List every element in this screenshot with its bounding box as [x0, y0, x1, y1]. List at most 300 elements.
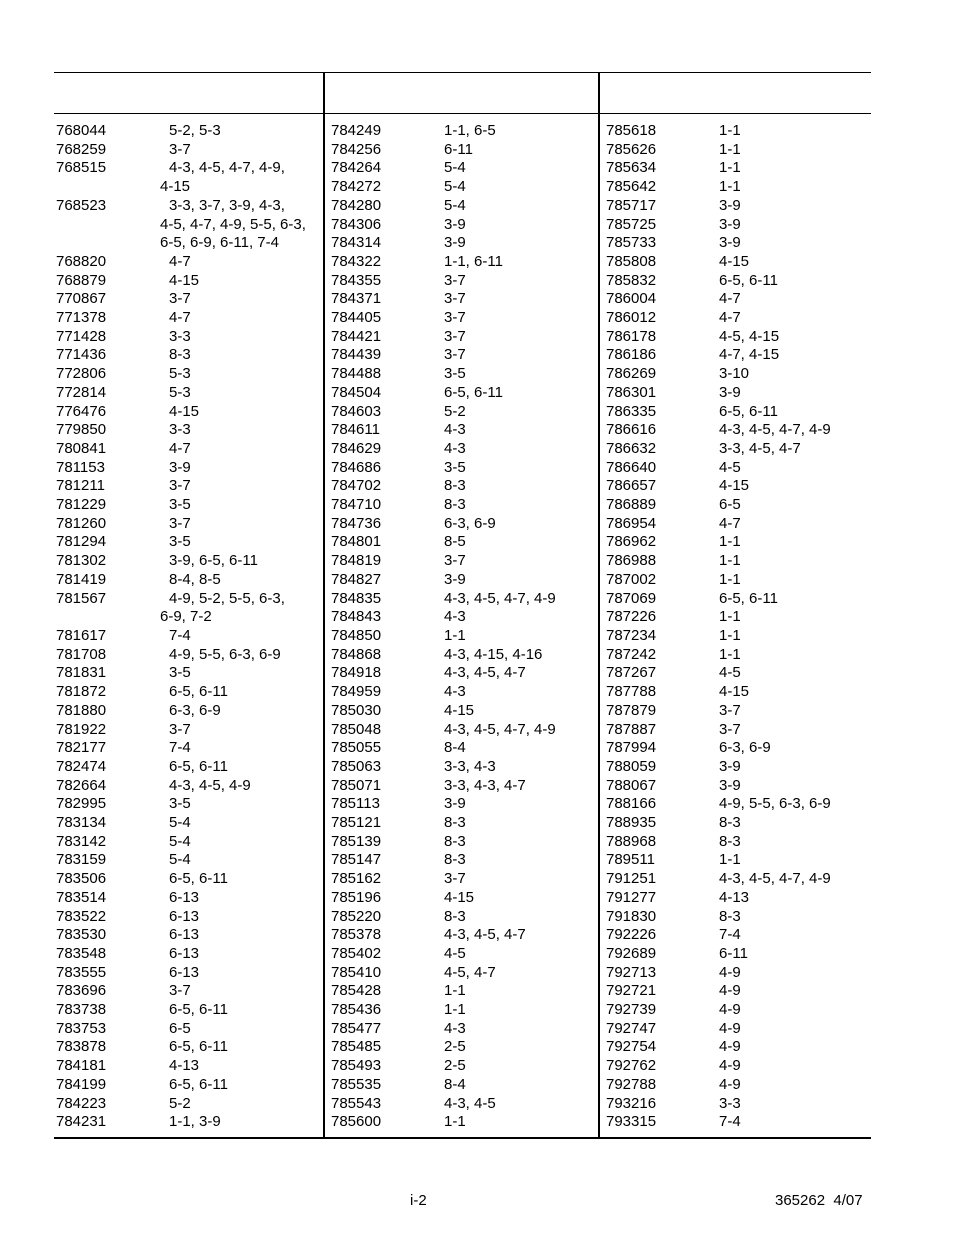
index-entry	[56, 552, 318, 571]
index-entry	[56, 702, 318, 721]
page-references: 5-4	[169, 832, 191, 850]
page-references: 3-10	[719, 365, 750, 383]
page-references: 3-9	[719, 215, 741, 233]
index-entry	[331, 1095, 593, 1114]
index-entry	[331, 216, 593, 235]
part-number: 785071	[331, 776, 382, 794]
page-references: 5-4	[444, 178, 466, 196]
part-number: 784181	[56, 1057, 107, 1075]
part-number: 784264	[331, 159, 382, 177]
part-number: 785808	[606, 252, 657, 270]
page-references: 4-3, 4-5	[444, 1094, 496, 1112]
page-references: 5-2	[169, 1094, 191, 1112]
part-number: 783696	[56, 982, 107, 1000]
page-references: 4-7	[719, 514, 741, 532]
part-number: 784918	[331, 664, 382, 682]
index-entry	[606, 627, 868, 646]
entry-pages-continued: 4-15	[160, 178, 191, 196]
part-number: 781260	[56, 514, 107, 532]
part-number: 787242	[606, 645, 657, 663]
page-references: 6-13	[169, 888, 200, 906]
index-entry	[56, 272, 318, 291]
part-number: 792762	[606, 1057, 657, 1075]
column-divider	[598, 113, 600, 1139]
index-entry	[56, 197, 318, 216]
part-number: 782474	[56, 757, 107, 775]
index-entry	[56, 814, 318, 833]
part-number: 785535	[331, 1075, 382, 1093]
part-number: 783514	[56, 888, 107, 906]
part-number: 784371	[331, 290, 382, 308]
page-references: 4-7	[719, 309, 741, 327]
part-number: 787887	[606, 720, 657, 738]
page-references: 2-5	[444, 1038, 466, 1056]
page-references: 5-3	[169, 383, 191, 401]
index-entry	[331, 1020, 593, 1039]
part-number: 785030	[331, 701, 382, 719]
index-entry	[606, 365, 868, 384]
index-entry	[331, 1038, 593, 1057]
part-number: 784850	[331, 626, 382, 644]
part-number: 785048	[331, 720, 382, 738]
part-number: 784488	[331, 365, 382, 383]
part-number: 781153	[56, 458, 105, 476]
page-references: 1-1	[719, 533, 741, 551]
index-entry	[331, 664, 593, 683]
part-number: 785600	[331, 1113, 382, 1131]
part-number: 784355	[331, 271, 382, 289]
part-number: 783753	[56, 1019, 107, 1037]
part-number: 770867	[56, 290, 107, 308]
part-number: 785220	[331, 907, 382, 925]
page-references: 4-3, 4-5, 4-9	[169, 776, 251, 794]
part-number: 781229	[56, 496, 107, 514]
index-entry	[331, 1113, 593, 1132]
part-number: 784504	[331, 383, 382, 401]
part-number: 786004	[606, 290, 657, 308]
index-entry	[606, 216, 868, 235]
index-entry	[606, 664, 868, 683]
page-references: 4-9	[719, 1019, 741, 1037]
index-entry	[606, 982, 868, 1001]
part-number: 787788	[606, 683, 657, 701]
part-number: 791251	[606, 870, 657, 888]
part-number: 781922	[56, 720, 107, 738]
page-references: 3-5	[169, 533, 191, 551]
part-number: 771378	[56, 309, 107, 327]
part-number: 788968	[606, 832, 657, 850]
page-references: 6-5	[169, 1019, 191, 1037]
page-references: 4-9, 5-2, 5-5, 6-3,	[169, 589, 285, 607]
page-references: 6-5, 6-11	[169, 870, 228, 888]
index-entry	[331, 739, 593, 758]
page-references: 8-3	[719, 814, 741, 832]
page-references: 4-15	[719, 252, 750, 270]
part-number: 784249	[331, 122, 382, 139]
page-references: 6-13	[169, 907, 200, 925]
index-entry	[331, 1057, 593, 1076]
page-references: 5-2	[444, 402, 466, 420]
index-entry	[331, 646, 593, 665]
part-number: 786178	[606, 327, 657, 345]
part-number: 785477	[331, 1019, 382, 1037]
entry-pages-continued: 4-5, 4-7, 4-9, 5-5, 6-3,	[160, 215, 306, 233]
page-references: 3-9	[169, 458, 191, 476]
index-entry	[331, 683, 593, 702]
index-entry	[606, 758, 868, 777]
part-number: 785485	[331, 1038, 382, 1056]
part-number: 788067	[606, 776, 657, 794]
part-number: 776476	[56, 402, 107, 420]
index-entry	[56, 833, 318, 852]
index-entry	[56, 440, 318, 459]
page-references: 8-4	[444, 739, 466, 757]
part-number: 781419	[56, 570, 107, 588]
part-number: 784603	[331, 402, 382, 420]
part-number: 786962	[606, 533, 657, 551]
page-references: 6-3, 6-9	[169, 701, 221, 719]
page-references: 4-5, 4-15	[719, 327, 780, 345]
part-number: 786186	[606, 346, 657, 364]
part-number: 787994	[606, 739, 657, 757]
index-entry	[606, 440, 868, 459]
page-references: 3-9	[444, 570, 466, 588]
part-number: 786335	[606, 402, 657, 420]
index-entry	[56, 290, 318, 309]
index-entry	[606, 1001, 868, 1020]
index-entry	[56, 496, 318, 515]
page-references: 6-5, 6-11	[444, 383, 503, 401]
index-entry	[56, 533, 318, 552]
index-entry	[331, 403, 593, 422]
part-number: 785642	[606, 178, 657, 196]
index-entry	[606, 159, 868, 178]
part-number: 768879	[56, 271, 107, 289]
page-references: 1-1	[719, 645, 741, 663]
index-entry	[331, 178, 593, 197]
part-number: 785063	[331, 757, 382, 775]
page-references: 4-7	[169, 252, 191, 270]
part-number: 787069	[606, 589, 657, 607]
index-entry	[56, 1076, 318, 1095]
page-references: 3-7	[444, 309, 466, 327]
page-references: 3-9	[444, 795, 466, 813]
part-number: 786889	[606, 496, 657, 514]
part-number: 791277	[606, 888, 657, 906]
page-references: 4-5	[719, 458, 741, 476]
page-references: 1-1	[444, 1113, 466, 1131]
index-entry	[56, 403, 318, 422]
index-entry	[606, 141, 868, 160]
page-references: 4-3	[444, 439, 466, 457]
entry-pages-continued: 6-9, 7-2	[160, 608, 212, 626]
page-references: 4-3, 4-5, 4-7, 4-9,	[169, 159, 285, 177]
page-references: 3-5	[169, 664, 191, 682]
index-entry	[606, 122, 868, 141]
page-references: 6-13	[169, 963, 200, 981]
page-references: 8-3	[719, 907, 741, 925]
page-references: 3-3	[169, 421, 191, 439]
index-entry	[606, 702, 868, 721]
entry-pages-continued: 6-5, 6-9, 6-11, 7-4	[160, 234, 279, 252]
index-entry	[331, 421, 593, 440]
index-entry	[56, 795, 318, 814]
part-number: 781211	[56, 477, 105, 495]
part-number: 784686	[331, 458, 382, 476]
page-references: 7-4	[169, 626, 191, 644]
index-entry	[331, 159, 593, 178]
page-references: 6-3, 6-9	[719, 739, 771, 757]
index-entry	[56, 627, 318, 646]
index-entry	[56, 365, 318, 384]
page-references: 3-7	[169, 477, 191, 495]
index-entry	[606, 515, 868, 534]
part-number: 784322	[331, 252, 382, 270]
page-references: 4-15	[444, 888, 475, 906]
page-references: 4-3, 4-15, 4-16	[444, 645, 543, 663]
column-divider	[323, 113, 325, 1139]
part-number: 784314	[331, 234, 382, 252]
part-number: 786988	[606, 552, 657, 570]
page-references: 4-7	[169, 309, 191, 327]
page-references: 4-5, 4-7	[444, 963, 496, 981]
part-number: 785717	[606, 196, 657, 214]
index-entry	[606, 571, 868, 590]
page-references: 3-7	[719, 701, 741, 719]
part-number: 781294	[56, 533, 107, 551]
index-entry	[606, 1113, 868, 1132]
part-number: 787002	[606, 570, 657, 588]
page-references: 6-5, 6-11	[719, 402, 778, 420]
index-entry	[606, 459, 868, 478]
page-references: 8-4, 8-5	[169, 570, 221, 588]
page-references: 3-3, 4-5, 4-7	[719, 439, 801, 457]
part-number: 781872	[56, 683, 107, 701]
index-entry	[331, 814, 593, 833]
index-entry	[56, 1113, 318, 1132]
page-references: 4-15	[719, 683, 750, 701]
part-number: 768820	[56, 252, 107, 270]
index-entry	[56, 515, 318, 534]
index-entry	[56, 945, 318, 964]
index-entry	[606, 608, 868, 627]
page-references: 1-1	[719, 608, 741, 626]
index-entry	[331, 926, 593, 945]
index-entry	[331, 533, 593, 552]
page-references: 3-7	[444, 552, 466, 570]
part-number: 783142	[56, 832, 107, 850]
part-number: 768044	[56, 122, 107, 139]
part-number: 784439	[331, 346, 382, 364]
index-entry	[56, 739, 318, 758]
index-entry	[56, 328, 318, 347]
index-entry	[331, 290, 593, 309]
page-references: 5-3	[169, 365, 191, 383]
index-entry	[331, 777, 593, 796]
part-number: 787267	[606, 664, 657, 682]
index-entry	[606, 197, 868, 216]
page-references: 4-3, 4-5, 4-7, 4-9	[444, 720, 556, 738]
index-entry	[56, 1038, 318, 1057]
index-entry	[56, 889, 318, 908]
part-number: 793315	[606, 1113, 657, 1131]
part-number: 792747	[606, 1019, 657, 1037]
part-number: 785832	[606, 271, 657, 289]
page-references: 3-7	[169, 982, 191, 1000]
index-entry	[606, 646, 868, 665]
page-references: 3-7	[169, 290, 191, 308]
document-number: 365262 4/07	[775, 1192, 863, 1209]
page-references: 7-4	[719, 926, 741, 944]
index-entry	[606, 328, 868, 347]
page-references: 4-9	[719, 1075, 741, 1093]
index-entry	[331, 365, 593, 384]
part-number: 793216	[606, 1094, 657, 1112]
index-entry	[606, 945, 868, 964]
index-entry	[331, 309, 593, 328]
index-entry	[606, 346, 868, 365]
page-references: 1-1	[719, 570, 741, 588]
index-entry	[331, 964, 593, 983]
index-entry	[606, 590, 868, 609]
index-entry	[606, 1076, 868, 1095]
part-number: 784611	[331, 421, 380, 439]
index-entry	[606, 721, 868, 740]
page-references: 3-9	[444, 234, 466, 252]
index-entry	[56, 1057, 318, 1076]
part-number: 784231	[56, 1113, 107, 1131]
part-number: 786012	[606, 309, 657, 327]
part-number: 768515	[56, 159, 107, 177]
page-references: 4-13	[719, 888, 750, 906]
part-number: 785410	[331, 963, 382, 981]
page-references: 4-9, 5-5, 6-3, 6-9	[719, 795, 831, 813]
part-number: 784272	[331, 178, 382, 196]
page-references: 4-5	[444, 944, 466, 962]
part-number: 782664	[56, 776, 107, 794]
part-number: 785493	[331, 1057, 382, 1075]
part-number: 785113	[331, 795, 380, 813]
index-entry	[56, 908, 318, 927]
page-references: 3-7	[719, 720, 741, 738]
page-references: 3-3	[719, 1094, 741, 1112]
page-references: 5-2, 5-3	[169, 122, 221, 139]
index-entry	[606, 552, 868, 571]
page-references: 4-7	[169, 439, 191, 457]
page-references: 4-3, 4-5, 4-7, 4-9	[444, 589, 556, 607]
page-references: 8-3	[444, 496, 466, 514]
table-bottom-rule	[54, 1137, 871, 1139]
page-references: 5-4	[169, 814, 191, 832]
index-entry	[606, 833, 868, 852]
part-number: 787879	[606, 701, 657, 719]
page-references: 1-1	[719, 159, 741, 177]
page-references: 1-1	[444, 1001, 466, 1019]
part-number: 783530	[56, 926, 107, 944]
index-entry	[331, 590, 593, 609]
index-entry	[56, 926, 318, 945]
part-number: 784959	[331, 683, 382, 701]
index-entry	[56, 683, 318, 702]
part-number: 787234	[606, 626, 657, 644]
index-entry	[56, 964, 318, 983]
part-number: 784199	[56, 1075, 107, 1093]
index-entry	[606, 272, 868, 291]
page-references: 4-3, 4-5, 4-7	[444, 664, 526, 682]
page-references: 3-9	[719, 776, 741, 794]
part-number: 787226	[606, 608, 657, 626]
page-references: 1-1	[719, 178, 741, 196]
part-number: 785733	[606, 234, 657, 252]
page-references: 6-5, 6-11	[719, 589, 778, 607]
page-references: 3-9	[719, 196, 741, 214]
part-number: 771436	[56, 346, 107, 364]
page-references: 3-7	[444, 290, 466, 308]
part-number: 788059	[606, 757, 657, 775]
index-entry	[606, 851, 868, 870]
page-references: 6-5, 6-11	[169, 1038, 228, 1056]
part-number: 782177	[56, 739, 107, 757]
page-references: 3-5	[444, 458, 466, 476]
part-number: 784629	[331, 439, 382, 457]
page-references: 3-7	[169, 720, 191, 738]
part-number: 785725	[606, 215, 657, 233]
index-entry	[606, 477, 868, 496]
index-entry	[56, 777, 318, 796]
page-references: 6-5, 6-11	[169, 1001, 228, 1019]
index-entry	[331, 945, 593, 964]
index-entry	[56, 141, 318, 160]
page-references: 6-13	[169, 926, 200, 944]
part-number: 785402	[331, 944, 382, 962]
part-number: 784868	[331, 645, 382, 663]
part-number: 792788	[606, 1075, 657, 1093]
part-number: 782995	[56, 795, 107, 813]
page-references: 1-1	[444, 626, 466, 644]
page-references: 2-5	[444, 1057, 466, 1075]
part-number: 792739	[606, 1001, 657, 1019]
page-references: 6-11	[719, 944, 748, 962]
page-references: 5-4	[444, 196, 466, 214]
page-references: 6-13	[169, 944, 200, 962]
page-references: 3-7	[444, 327, 466, 345]
index-column-3	[606, 122, 868, 1132]
page-references: 3-5	[169, 496, 191, 514]
index-entry	[606, 964, 868, 983]
part-number: 788935	[606, 814, 657, 832]
part-number: 784421	[331, 327, 382, 345]
index-entry	[331, 141, 593, 160]
part-number: 785626	[606, 140, 657, 158]
index-entry	[606, 908, 868, 927]
part-number: 784843	[331, 608, 382, 626]
index-entry	[56, 384, 318, 403]
page-references: 6-3, 6-9	[444, 514, 496, 532]
index-entry	[331, 384, 593, 403]
part-number: 786616	[606, 421, 657, 439]
page-references: 4-7	[719, 290, 741, 308]
part-number: 785196	[331, 888, 382, 906]
index-entry	[331, 870, 593, 889]
part-number: 784280	[331, 196, 382, 214]
index-entry	[606, 421, 868, 440]
index-entry	[56, 982, 318, 1001]
page-references: 4-5	[719, 664, 741, 682]
index-entry	[56, 477, 318, 496]
index-entry	[606, 533, 868, 552]
part-number: 783555	[56, 963, 107, 981]
page-references: 4-13	[169, 1057, 200, 1075]
